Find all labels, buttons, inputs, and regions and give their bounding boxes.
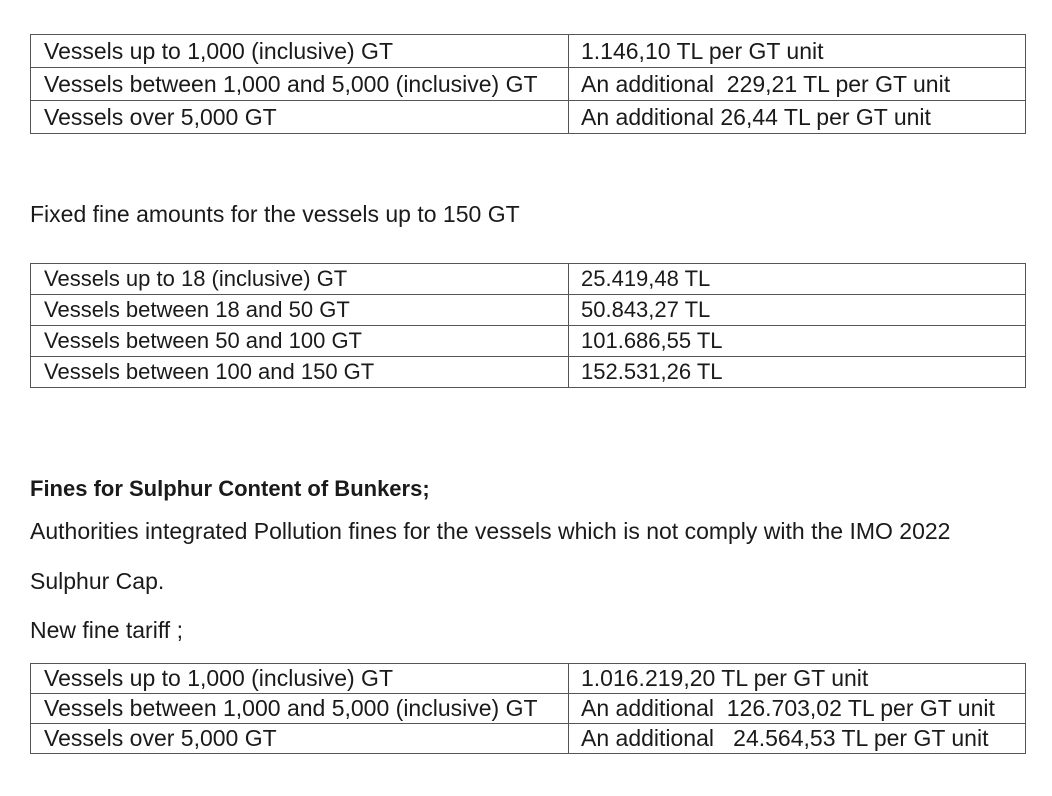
table-row [31, 664, 1026, 694]
table-row [31, 357, 1026, 388]
table-cell-category: Vessels between 1,000 and 5,000 (inclusive) GT [31, 694, 569, 724]
table-cell-fine: 50.843,27 TL [569, 295, 1026, 326]
table-cell-category: Vessels between 1,000 and 5,000 (inclusive) GT [31, 68, 569, 101]
table-row [31, 101, 1026, 134]
table-cell-fine: An additional 126.703,02 TL per GT unit [569, 694, 1026, 724]
table-cell-category: Vessels between 18 and 50 GT [31, 295, 569, 326]
table-cell-fine: An additional 24.564,53 TL per GT unit [569, 724, 1026, 754]
sulphur-fines-heading: Fines for Sulphur Content of Bunkers; [30, 476, 430, 501]
table-cell-category: Vessels over 5,000 GT [31, 101, 569, 134]
sulphur-body-text: Authorities integrated Pollution fines for the vessels which is not comply with the IMO 2022 [30, 518, 951, 544]
table-row [31, 35, 1026, 68]
table-cell-category: Vessels over 5,000 GT [31, 724, 569, 754]
gt-fine-table [30, 34, 1026, 134]
table-cell-category: Vessels up to 18 (inclusive) GT [31, 264, 569, 295]
table-cell-category: Vessels between 100 and 150 GT [31, 357, 569, 388]
table-row [31, 68, 1026, 101]
table-cell-category: Vessels between 50 and 100 GT [31, 326, 569, 357]
table-row [31, 326, 1026, 357]
sulphur-fine-table [30, 663, 1026, 754]
table-cell-category: Vessels up to 1,000 (inclusive) GT [31, 35, 569, 68]
table-cell-fine: 25.419,48 TL [569, 264, 1026, 295]
table-cell-fine: 1.016.219,20 TL per GT unit [569, 664, 1026, 694]
table-row [31, 264, 1026, 295]
table-row [31, 295, 1026, 326]
table-row [31, 724, 1026, 754]
sulphur-body-text-continued: Sulphur Cap. [30, 568, 165, 594]
table-cell-fine: 1.146,10 TL per GT unit [569, 35, 1026, 68]
table-cell-category: Vessels up to 1,000 (inclusive) GT [31, 664, 569, 694]
table-cell-fine: 101.686,55 TL [569, 326, 1026, 357]
new-tariff-label: New fine tariff ; [30, 617, 183, 643]
table-row [31, 694, 1026, 724]
table-cell-fine: 152.531,26 TL [569, 357, 1026, 388]
table-cell-fine: An additional 26,44 TL per GT unit [569, 101, 1026, 134]
fixed-fine-table [30, 263, 1026, 388]
table-cell-fine: An additional 229,21 TL per GT unit [569, 68, 1026, 101]
fixed-fine-caption: Fixed fine amounts for the vessels up to 150 GT [30, 201, 520, 227]
